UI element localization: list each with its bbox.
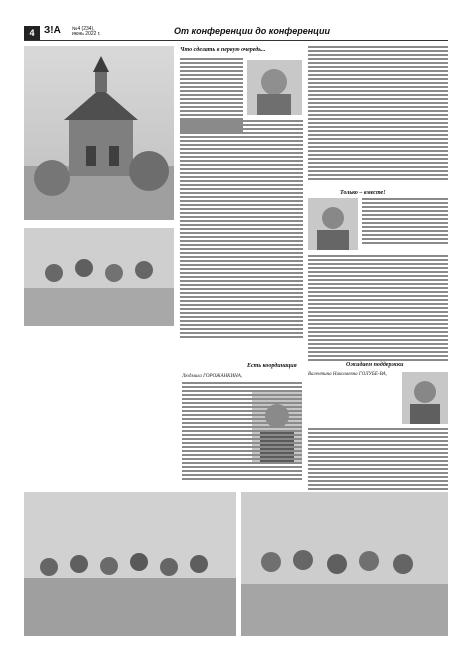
author-portrait-right [308,198,358,250]
newspaper-logo: З!А [44,25,61,36]
church-photo [24,46,174,220]
right-column-text-top [308,46,448,182]
main-article-title: Что сделать в первую очередь... [180,47,266,53]
support-title: Ожидаем поддержки [346,362,404,368]
group-photo-top [24,228,174,326]
author-portrait-top [247,60,302,115]
golub-photo [402,372,448,424]
golub-caption: Валентина Николаевна ГОЛУБЕ-ВА, [308,372,387,377]
main-article-text-cont [180,120,303,340]
section-title: От конференции до конференции [174,26,330,36]
church-illustration [24,46,174,220]
bottom-group-photo-right [241,492,448,636]
gorozhankina-caption: Людмила ГОРОЖАНКИНА, [182,374,243,379]
right-column-text-mid [362,198,448,246]
gratitude-title: Только – вместе! [340,190,386,196]
page-header [24,26,448,41]
right-column-text [308,255,448,363]
bottom-group-photo-left [24,492,236,636]
coordination-text [182,382,302,482]
page-number: 4 [24,26,40,40]
coordination-title: Есть координация [247,363,297,369]
issue-info: №4 (234), июнь 2022 г. [72,26,101,37]
